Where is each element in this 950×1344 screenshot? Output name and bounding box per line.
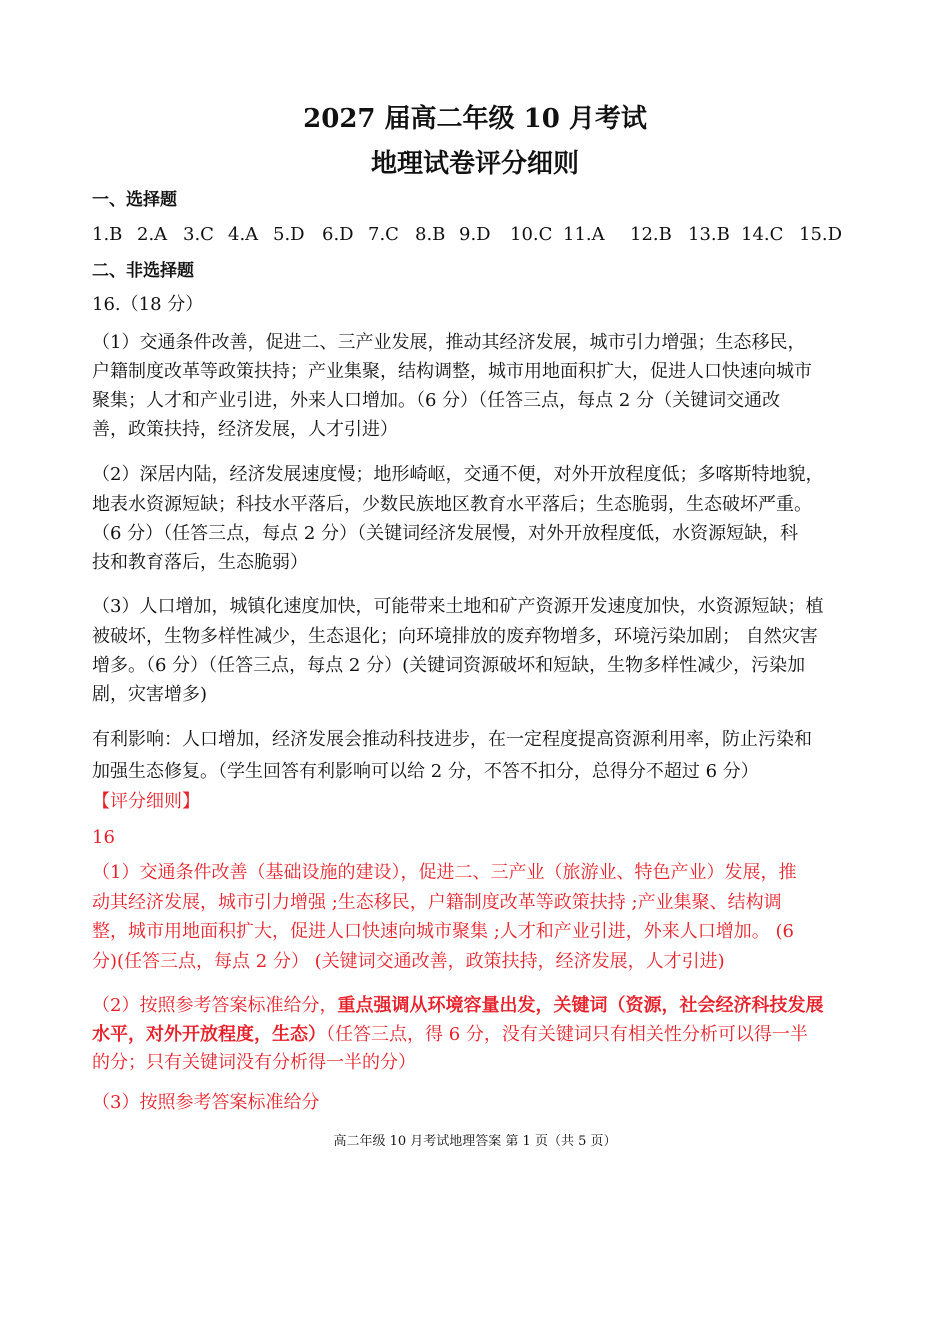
rubric-line — [92, 994, 823, 1018]
answer-item: 4.A — [228, 224, 259, 245]
rubric-text: （任答三点，得 6 分，没有关键词只有相关性分析可以得一半 — [326, 1024, 808, 1045]
rubric-line: 的分；只有关键词没有分析得一半的分） — [92, 1052, 416, 1073]
page-footer: 高二年级 10 月考试地理答案 第 1 页（共 5 页） — [333, 1134, 617, 1149]
answer-item: 7.C — [368, 224, 399, 245]
answer-item: 9.D — [459, 224, 491, 245]
rubric-emphasis: 重点强调从环境容量出发，关键词（资源，社会经济科技发展 — [337, 995, 824, 1016]
answer-line: （3）人口增加，城镇化速度加快，可能带来土地和矿产资源开发速度加快，水资源短缺；植 — [92, 596, 824, 617]
answer-line: 加强生态修复。（学生回答有利影响可以给 2 分，不答不扣分，总得分不超过 6 分） — [92, 761, 759, 782]
answer-item: 1.B — [92, 224, 123, 245]
rubric-heading: 【评分细则】 — [92, 791, 200, 812]
answer-line: 善，政策扶持，经济发展，人才引进） — [92, 419, 398, 440]
answer-line: 地表水资源短缺；科技水平落后，少数民族地区教育水平落后；生态脆弱，生态破坏严重。 — [92, 494, 812, 515]
doc-title: 2027 届高二年级 10 月考试 — [303, 104, 647, 134]
section-heading-choice: 一、选择题 — [92, 190, 177, 210]
answer-item: 15.D — [799, 224, 843, 245]
rubric-line: 动其经济发展，城市引力增强 ;生态移民，户籍制度改革等政策扶持 ;产业集聚、结构调 — [92, 892, 782, 913]
answer-line: （6 分）（任答三点，每点 2 分）（关键词经济发展慢，对外开放程度低，水资源短缺，科 — [92, 523, 799, 544]
answer-item: 2.A — [137, 224, 168, 245]
answer-line: （1）交通条件改善，促进二、三产业发展，推动其经济发展，城市引力增强；生态移民， — [92, 332, 806, 353]
section-heading-nonchoice: 二、非选择题 — [92, 261, 194, 281]
answer-line: 被破坏，生物多样性减少，生态退化；向环境排放的废弃物增多，环境污染加剧； 自然灾害 — [92, 626, 818, 647]
question-label: 16.（18 分） — [92, 294, 204, 315]
answer-line: 剧，灾害增多) — [92, 684, 208, 705]
answer-item: 12.B — [630, 224, 672, 245]
rubric-line — [92, 1023, 808, 1047]
rubric-line: 分)(任答三点，每点 2 分） (关键词交通改善，政策扶持，经济发展，人才引进) — [92, 951, 725, 972]
answer-line: 户籍制度改革等政策扶持；产业集聚，结构调整，城市用地面积扩大，促进人口快速向城市 — [92, 361, 812, 382]
rubric-line: （3）按照参考答案标准给分 — [92, 1092, 320, 1113]
doc-subtitle: 地理试卷评分细则 — [370, 149, 579, 179]
answer-item: 11.A — [563, 224, 605, 245]
answer-item: 8.B — [415, 224, 446, 245]
answer-item: 14.C — [741, 224, 784, 245]
answer-item: 10.C — [510, 224, 553, 245]
answer-line: 有利影响：人口增加，经济发展会推动科技进步，在一定程度提高资源利用率，防止污染和 — [92, 729, 812, 750]
answer-item: 3.C — [183, 224, 214, 245]
answer-line: 增多。（6 分）（任答三点，每点 2 分）(关键词资源破坏和短缺，生物多样性减少，污染加 — [92, 655, 806, 676]
rubric-question-label: 16 — [92, 827, 115, 848]
answer-line: 聚集；人才和产业引进，外来人口增加。（6 分）（任答三点，每点 2 分（关键词交通改 — [92, 390, 781, 411]
rubric-line: （1）交通条件改善（基础设施的建设），促进二、三产业（旅游业、特色产业）发展，推 — [92, 862, 797, 883]
rubric-emphasis: 水平，对外开放程度，生态） — [92, 1024, 326, 1045]
rubric-text: （2）按照参考答案标准给分， — [92, 995, 338, 1016]
rubric-line: 整，城市用地面积扩大，促进人口快速向城市聚集 ;人才和产业引进，外来人口增加。 (6 — [92, 921, 794, 942]
answer-item: 6.D — [322, 224, 354, 245]
answer-line: 技和教育落后，生态脆弱） — [92, 552, 308, 573]
answer-item: 5.D — [273, 224, 305, 245]
answer-item: 13.B — [688, 224, 730, 245]
answer-line: （2）深居内陆，经济发展速度慢；地形崎岖，交通不便，对外开放程度低；多喀斯特地貌， — [92, 464, 824, 485]
